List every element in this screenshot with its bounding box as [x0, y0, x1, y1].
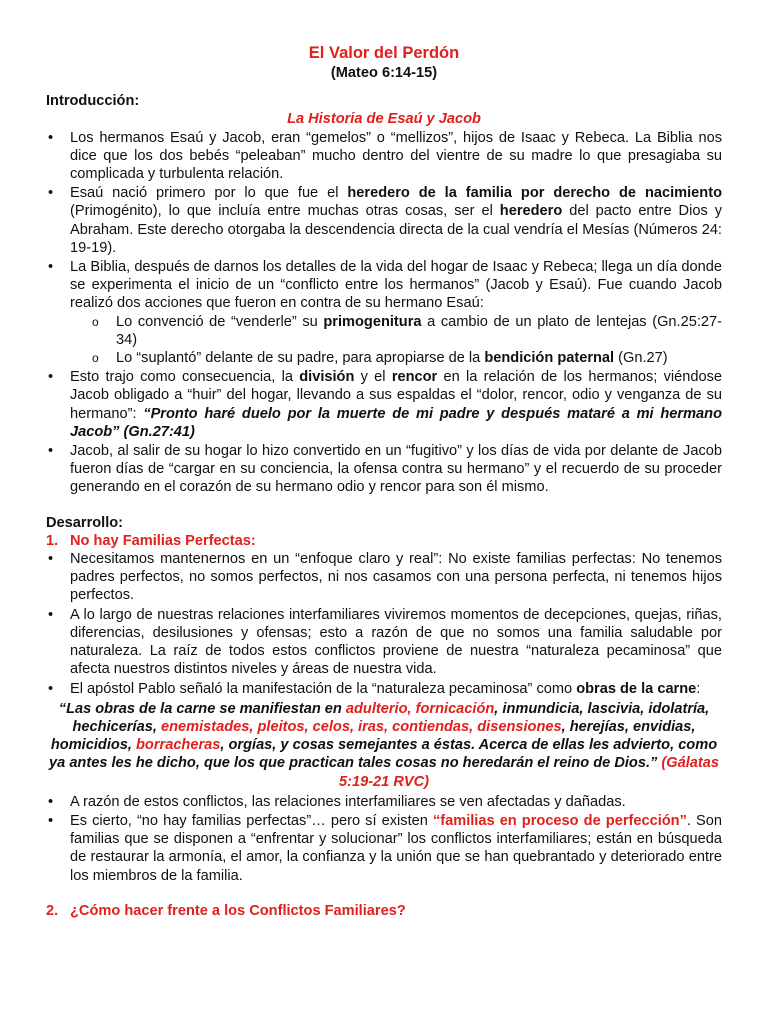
- document-title: El Valor del Perdón: [308, 44, 460, 62]
- sub-text: Lo convenció de “venderle” su: [116, 313, 324, 330]
- point-2-title: [46, 902, 722, 920]
- bullet-text: :: [696, 680, 701, 697]
- bold-text: obras de la carne: [576, 680, 697, 697]
- bullet-text: El apóstol Pablo señaló la manifestación de la “naturaleza pecaminosa” como: [70, 680, 577, 697]
- point-number: 1.: [46, 532, 59, 549]
- quote-text: , inmundicia, lascivia, idolatría, hechicerías,: [72, 700, 710, 735]
- bullet-text: (Primogénito), lo que incluía entre muchas otras cosas, ser el: [70, 203, 500, 220]
- bullet-text: en la relación de los hermanos; viéndose Jacob obligado a “huir” del hogar, llevando a sus espaldas el “dolor, rencor, odio y venganza de su hermano”:: [70, 369, 722, 422]
- intro-bullet-list: [46, 129, 722, 497]
- bullet-text: A razón de estos conflictos, las relaciones interfamiliares se ven afectadas y dañadas.: [70, 793, 626, 810]
- point-1-title: [46, 532, 722, 550]
- dev-bullet-3: [46, 680, 722, 698]
- quote-text: , orgías, y cosas semejantes a éstas. Acerca de ellas les advierto, como ya antes les he dicho, que los que practican tales cosas no heredarán el reino de Dios.”: [49, 737, 718, 772]
- intro-sub-list: [70, 313, 722, 368]
- bible-quote: “Pronto haré duelo por la muerte de mi padre y después mataré a mi hermano Jacob” (Gn.27:41): [70, 405, 722, 440]
- bold-text: bendición paternal: [484, 350, 615, 367]
- intro-bullet-2: [46, 184, 722, 257]
- spacer: [46, 498, 722, 514]
- dev-bullet-1: [46, 550, 722, 605]
- sub-text: a cambio de un plato de lentejas (Gn.25:27-34): [116, 313, 722, 348]
- point-title-text: ¿Cómo hacer frente a los Conflictos Familiares?: [70, 902, 406, 919]
- intro-section-title: La Historia de Esaú y Jacob: [287, 111, 481, 128]
- bold-text: heredero: [499, 203, 563, 220]
- intro-bullet-5: [46, 442, 722, 497]
- bullet-text: del pacto entre Dios y Abraham. Este derecho otorgaba la descendencia directa de la cual vendría el Mesías (Números 24: 19-19).: [70, 203, 722, 256]
- bullet-text: Es cierto, “no hay familias perfectas”… pero sí existen: [70, 812, 433, 829]
- quote-text: “Las obras de la carne se manifiestan en: [58, 700, 346, 717]
- sub-item-1: [70, 313, 722, 349]
- point-title-text: No hay Familias Perfectas:: [70, 532, 256, 549]
- bullet-text: Esaú nació primero por lo que fue el: [70, 185, 348, 202]
- bullet-text: La Biblia, después de darnos los detalles de la vida del hogar de Isaac y Rebeca; llega un día donde se experimenta el inicio de un “conflicto entre los hermanos” (Jacob y Esaú). Fue cuando Jacob realizó dos acciones que fueron en contra de su hermano Esaú:: [70, 259, 722, 312]
- bullet-text: A lo largo de nuestras relaciones interfamiliares viviremos momentos de decepciones, quejas, riñas, diferencias, desilusiones y ofensas; esto a razón de que no somos una familia saludable por naturaleza. La raíz de todos estos conflictos proviene de nuestra “naturaleza pecaminosa” que afecta nuestros distintos niveles y áreas de nuestra vida.: [70, 606, 722, 678]
- dev-bullet-5: [46, 812, 722, 885]
- bullet-text: . Son familias que se disponen a “enfrentar y solucionar” los conflictos interfamiliares; están en búsqueda de restaurar la armonía, el amor, la confianza y la unión que se han quebrantado y deteriorado entre los miembros de la familia.: [70, 812, 723, 884]
- intro-heading: Introducción:: [46, 93, 140, 110]
- intro-bullet-3: [46, 258, 722, 367]
- sub-text: Lo “suplantó” delante de su padre, para apropiarse de la: [116, 350, 485, 367]
- spacer: [46, 886, 722, 902]
- quote-reference: (Gálatas 5:19-21 RVC): [338, 755, 719, 790]
- galatians-quote: [46, 700, 722, 791]
- highlight-text: “familias en proceso de perfección”: [432, 812, 687, 829]
- development-heading: Desarrollo:: [46, 514, 124, 531]
- bold-text: heredero de la familia por derecho de nacimiento: [347, 185, 722, 202]
- point-number: 2.: [46, 902, 59, 919]
- sub-text: (Gn.27): [614, 350, 668, 367]
- dev-bullet-2: [46, 606, 722, 679]
- development-bullet-list: [46, 550, 722, 698]
- bullet-text: Esto trajo como consecuencia, la: [70, 369, 300, 386]
- quote-text: , herejías, envidias, homicidios,: [50, 718, 696, 754]
- development-bullet-list-2: [46, 793, 722, 885]
- bold-text: primogenitura: [323, 313, 422, 330]
- quote-highlight: adulterio, fornicación: [345, 700, 495, 717]
- bullet-text: y el: [354, 369, 392, 386]
- bold-text: división: [299, 369, 355, 386]
- intro-bullet-1: [46, 129, 722, 184]
- sub-item-2: [70, 349, 722, 367]
- bullet-text: Necesitamos mantenernos en un “enfoque claro y real”: No existe familias perfectas: No tenemos padres perfectos, no somos perfectos, ni nos casamos con una persona perfecta, ni tenemos hijos perfectos.: [70, 551, 722, 604]
- dev-bullet-4: [46, 793, 722, 811]
- document-subtitle: (Mateo 6:14-15): [330, 65, 438, 81]
- quote-highlight: enemistades, pleitos, celos, iras, contiendas, disensiones: [160, 718, 562, 735]
- bold-text: rencor: [391, 369, 438, 386]
- quote-highlight: borracheras: [136, 737, 221, 754]
- intro-bullet-4: [46, 368, 722, 441]
- bullet-text: Los hermanos Esaú y Jacob, eran “gemelos” o “mellizos”, hijos de Isaac y Rebeca. La Biblia nos dice que los dos bebés “peleaban” mucho dentro del vientre de su madre lo que presagiaba su complicada y turbulenta relación.: [70, 129, 722, 183]
- bullet-text: Jacob, al salir de su hogar lo hizo convertido en un “fugitivo” y los días de vida por delante de Jacob fueron días de “cargar en su conciencia, la ofensa contra su hermano” y el recuerdo de su proceder generando en el corazón de su hermano odio y rencor para son él mismo.: [70, 443, 722, 496]
